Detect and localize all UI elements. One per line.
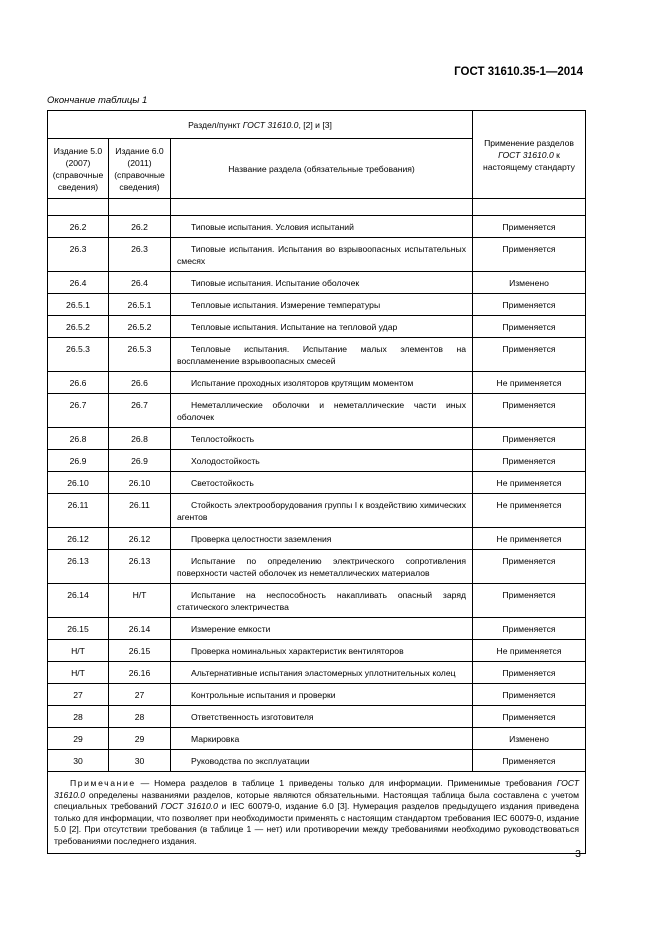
table-row [48,750,586,772]
edition-5-cell: 26.4 [48,272,109,294]
spacer-cell [109,199,171,216]
edition-6-cell: 27 [109,684,171,706]
table-row [48,472,586,494]
edition-5-cell: 27 [48,684,109,706]
section-title-cell: Холодостойкость [171,450,473,472]
edition-5-cell: 30 [48,750,109,772]
application-cell: Применяется [473,662,586,684]
document-code: ГОСТ 31610.35-1—2014 [454,66,583,78]
edition-5-cell: 26.11 [48,494,109,528]
table-row [48,706,586,728]
table-row [48,238,586,272]
edition-5-cell: 26.9 [48,450,109,472]
edition-5-cell: 26.14 [48,584,109,618]
edition-5-cell: 26.5.3 [48,338,109,372]
edition-5-cell: 26.13 [48,550,109,584]
edition-6-cell: 26.5.3 [109,338,171,372]
table-row [48,428,586,450]
edition-6-cell: 26.3 [109,238,171,272]
table-row [48,338,586,372]
section-title-cell: Контрольные испытания и проверки [171,684,473,706]
edition-5-cell: 26.12 [48,528,109,550]
edition-5-cell: 26.3 [48,238,109,272]
table-note: Примечание — Номера разделов в таблице 1 приведены только для информации. Применимые требования ГОСТ 31610.0 определены названиями разделов, которые являются обязательными. Настоящая таблица была составлена с учетом специальных требований ГОСТ 31610.0 и IEC 60079-0, издание 6.0 [3]. Нумерация разделов предыдущего издания приведена только для информации, что позволяет при необходимости применять с настоящим стандартом требования IEC 60079-0, издание 5.0 [2]. При отсутствии требования (в таблице 1 — нет) или противоречии между требованиями необходимо руководствоваться требованиями последнего издания. [48,772,586,854]
edition-5-cell: Н/Т [48,662,109,684]
table-row [48,216,586,238]
section-title-cell: Маркировка [171,728,473,750]
table-row [48,372,586,394]
edition-6-cell: 26.5.1 [109,294,171,316]
edition-5-cell: 26.6 [48,372,109,394]
edition-6-cell: Н/Т [109,584,171,618]
application-cell: Не применяется [473,640,586,662]
edition-6-cell: 26.8 [109,428,171,450]
edition-6-cell: 28 [109,706,171,728]
application-cell: Применяется [473,584,586,618]
page-number: 3 [575,848,581,860]
edition-6-cell: 30 [109,750,171,772]
table-row [48,550,586,584]
edition-5-cell: Н/Т [48,640,109,662]
table-row [48,294,586,316]
edition-6-cell: 26.5.2 [109,316,171,338]
application-cell: Применяется [473,706,586,728]
edition-5-cell: 29 [48,728,109,750]
table-caption: Окончание таблицы 1 [47,95,148,106]
edition-6-cell: 26.6 [109,372,171,394]
application-cell: Изменено [473,272,586,294]
application-cell: Применяется [473,684,586,706]
edition-6-cell: 26.12 [109,528,171,550]
application-cell: Применяется [473,550,586,584]
application-cell: Применяется [473,618,586,640]
edition-6-cell: 26.16 [109,662,171,684]
table-row [48,394,586,428]
section-title-cell: Ответственность изготовителя [171,706,473,728]
section-title-cell: Тепловые испытания. Испытание на тепловой удар [171,316,473,338]
section-title-cell: Тепловые испытания. Измерение температуры [171,294,473,316]
section-title-cell: Теплостойкость [171,428,473,450]
application-cell: Применяется [473,750,586,772]
sections-table [47,110,586,854]
table-row [48,662,586,684]
table-body [48,216,586,772]
table-row [48,640,586,662]
table-row [48,494,586,528]
section-title-cell: Неметаллические оболочки и неметаллические части иных оболочек [171,394,473,428]
application-cell: Применяется [473,394,586,428]
application-cell: Не применяется [473,494,586,528]
table-row [48,728,586,750]
section-title-cell: Типовые испытания. Испытание оболочек [171,272,473,294]
header-edition-5: Издание 5.0 (2007) (справочные сведения) [48,139,109,199]
application-cell: Применяется [473,428,586,450]
table-row [48,316,586,338]
edition-6-cell: 26.11 [109,494,171,528]
edition-6-cell: 29 [109,728,171,750]
edition-5-cell: 26.8 [48,428,109,450]
edition-6-cell: 26.14 [109,618,171,640]
edition-6-cell: 26.13 [109,550,171,584]
section-title-cell: Руководства по эксплуатации [171,750,473,772]
section-title-cell: Типовые испытания. Испытания во взрывоопасных испытательных смесях [171,238,473,272]
section-title-cell: Типовые испытания. Условия испытаний [171,216,473,238]
edition-6-cell: 26.15 [109,640,171,662]
edition-6-cell: 26.4 [109,272,171,294]
edition-5-cell: 26.15 [48,618,109,640]
section-title-cell: Испытание по определению электрического сопротивления поверхности частей оболочек из неметаллических материалов [171,550,473,584]
application-cell: Применяется [473,216,586,238]
application-cell: Применяется [473,238,586,272]
application-cell: Применяется [473,294,586,316]
application-cell: Применяется [473,338,586,372]
application-cell: Не применяется [473,372,586,394]
section-title-cell: Испытание проходных изоляторов крутящим моментом [171,372,473,394]
section-title-cell: Испытание на неспособность накапливать опасный заряд статического электричества [171,584,473,618]
spacer-cell [48,199,109,216]
application-cell: Изменено [473,728,586,750]
application-cell: Применяется [473,316,586,338]
header-edition-6: Издание 6.0 (2011) (справочные сведения) [109,139,171,199]
application-cell: Не применяется [473,472,586,494]
section-title-cell: Стойкость электрооборудования группы I к воздействию химических агентов [171,494,473,528]
edition-5-cell: 26.5.2 [48,316,109,338]
edition-6-cell: 26.10 [109,472,171,494]
application-cell: Применяется [473,450,586,472]
table-row [48,684,586,706]
header-section-title: Название раздела (обязательные требования) [171,139,473,199]
header-group-cell: Раздел/пункт ГОСТ 31610.0, [2] и [3] [48,111,473,139]
edition-5-cell: 26.7 [48,394,109,428]
header-application: Применение разделов ГОСТ 31610.0 к настоящему стандарту [473,111,586,199]
table-row [48,272,586,294]
section-title-cell: Измерение емкости [171,618,473,640]
spacer-cell [171,199,473,216]
edition-6-cell: 26.9 [109,450,171,472]
application-cell: Не применяется [473,528,586,550]
table-row [48,618,586,640]
section-title-cell: Альтернативные испытания эластомерных уплотнительных колец [171,662,473,684]
edition-5-cell: 26.2 [48,216,109,238]
table-row [48,528,586,550]
table-row [48,584,586,618]
edition-5-cell: 28 [48,706,109,728]
edition-5-cell: 26.10 [48,472,109,494]
spacer-cell [473,199,586,216]
section-title-cell: Тепловые испытания. Испытание малых элементов на воспламенение взрывоопасных смесей [171,338,473,372]
section-title-cell: Светостойкость [171,472,473,494]
table-row [48,450,586,472]
edition-6-cell: 26.7 [109,394,171,428]
edition-6-cell: 26.2 [109,216,171,238]
edition-5-cell: 26.5.1 [48,294,109,316]
section-title-cell: Проверка целостности заземления [171,528,473,550]
section-title-cell: Проверка номинальных характеристик вентиляторов [171,640,473,662]
